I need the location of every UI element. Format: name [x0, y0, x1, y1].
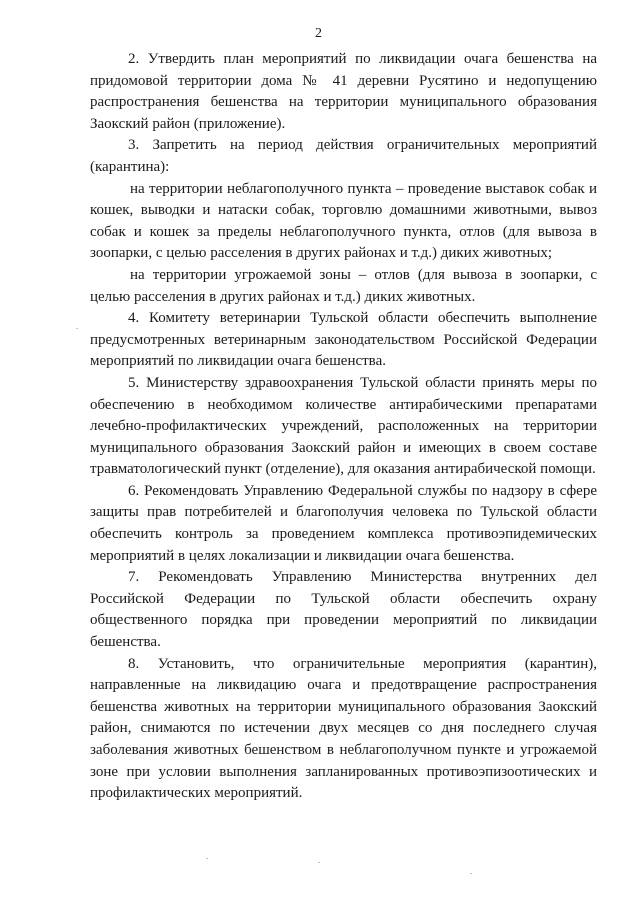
- paragraph-3-unfavorable-point: на территории неблагополучного пункта – проведение выставок собак и кошек, выводки и натаски собак, торговлю домашними животными, вывоз собак и кошек за пределы неблагополучного пункта, отлов (для вывоза в зоопарки, с целью расселения в других районах и т.д.) диких животных;: [90, 180, 597, 262]
- paragraph-7-interior-ministry: 7. Рекомендовать Управлению Министерства внутренних дел Российской Федерации по Тульской области обеспечить охрану общественного порядка при проведении мероприятий по ликвидации бешенства.: [90, 569, 597, 651]
- page-number: 2: [315, 26, 322, 41]
- scan-speck: [470, 873, 472, 874]
- paragraph-8-quarantine-lift: 8. Установить, что ограничительные мероприятия (карантин), направленные на ликвидацию очага и предотвращение распространения бешенства животных на территории муниципального образования Заокский район, снимаются по истечении двух месяцев со дня последнего случая заболевания животных бешенством в неблагополучном пункте и угрожаемой зоне при условии выполнения запланированных противоэпизоотических и профилактических мероприятий.: [90, 655, 597, 802]
- scan-speck: [318, 862, 320, 863]
- paragraph-3-prohibit: 3. Запретить на период действия ограничительных мероприятий (карантина):: [90, 137, 597, 175]
- paragraph-3-threatened-zone: на территории угрожаемой зоны – отлов (для вывоза в зоопарки, с целью расселения в других районах и т.д.) диких животных.: [90, 266, 597, 305]
- paragraph-5-health-ministry: 5. Министерству здравоохранения Тульской области принять меры по обеспечению в необходимом количестве антирабическими препаратами лечебно-профилактических учреждений, расположенных на территории муниципального образования Заокский район и имеющих в своем составе травматологический пункт (отделение), для оказания антирабической помощи.: [90, 374, 597, 478]
- paragraph-2-approve-plan: 2. Утвердить план мероприятий по ликвидации очага бешенства на придомовой территории дома № 41 деревни Русятино и недопущению распространения бешенства на территории муниципального образования Заокский район (приложение).: [90, 51, 597, 132]
- paragraph-4-veterinary-committee: 4. Комитету ветеринарии Тульской области обеспечить выполнение предусмотренных ветеринарным законодательством Российской Федерации мероприятий по ликвидации очага бешенства.: [90, 310, 597, 370]
- document-body: [90, 49, 597, 805]
- paragraph-6-rospotrebnadzor: 6. Рекомендовать Управлению Федеральной службы по надзору в сфере защиты прав потребителей и благополучия человека по Тульской области обеспечить контроль за проведением комплекса противоэпидемических мероприятий в целях локализации и ликвидации очага бешенства.: [90, 482, 597, 564]
- scan-speck: [206, 858, 208, 859]
- scan-speck: [76, 328, 78, 329]
